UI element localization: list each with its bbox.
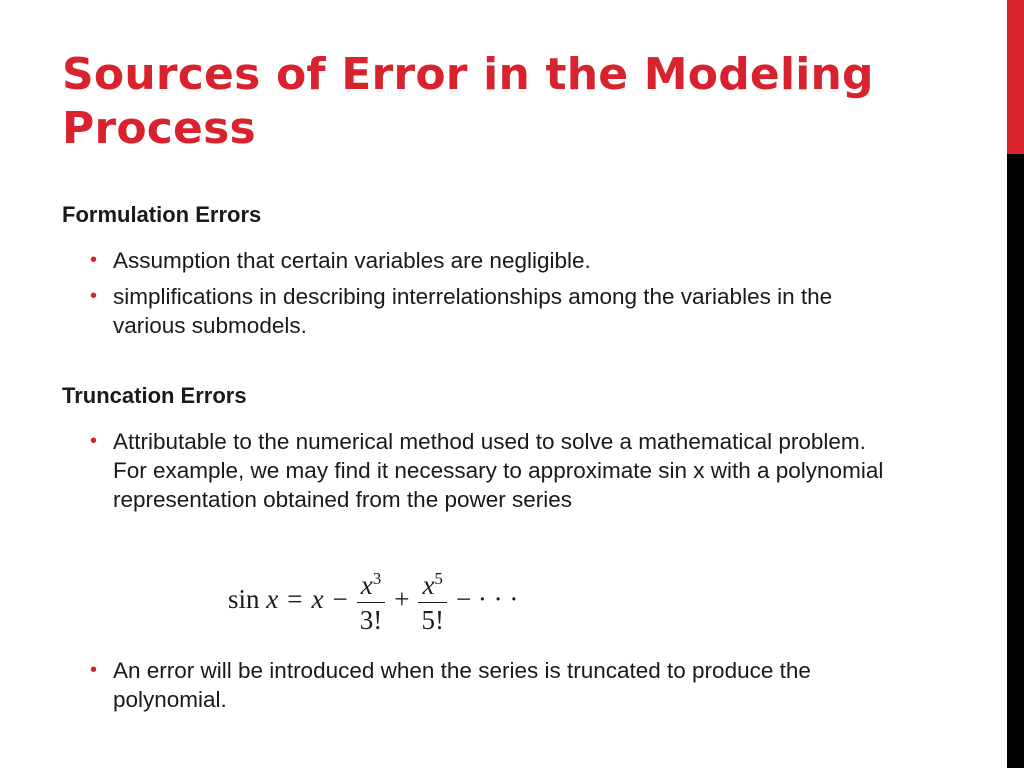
list-item-text: An error will be introduced when the series is truncated to produce the polynomial. — [113, 658, 811, 712]
bullet-dot-icon: • — [90, 659, 98, 681]
numerator-base: x — [360, 569, 373, 600]
equation-equals: = — [287, 583, 303, 614]
section-heading-formulation-errors: Formulation Errors — [62, 202, 262, 227]
list-item — [88, 282, 898, 340]
section-heading-truncation-errors: Truncation Errors — [62, 383, 247, 408]
numerator-exponent: 5 — [434, 568, 443, 588]
bullet-dot-icon: • — [90, 249, 98, 271]
fraction-numerator — [419, 564, 445, 602]
formulation-errors-list — [88, 246, 898, 340]
power-series-equation — [228, 563, 527, 635]
bullet-dot-icon: • — [90, 430, 98, 452]
equation-plus: + — [394, 583, 410, 614]
slide-title: Sources of Error in the Modeling Process — [62, 49, 874, 154]
list-item-text: Attributable to the numerical method used to solve a mathematical problem. For example, we may find it necessary to approximate sin x with a polynomial representation obtained from the power series — [113, 429, 884, 512]
numerator-base: x — [422, 569, 435, 600]
fraction-numerator — [358, 564, 384, 602]
list-item-text: Assumption that certain variables are negligible. — [113, 248, 591, 273]
list-item — [88, 656, 898, 714]
bullet-dot-icon: • — [90, 285, 98, 307]
equation-minus: − — [332, 583, 348, 614]
accent-bar-black — [1007, 154, 1024, 768]
list-item-text: simplifications in describing interrelationships among the variables in the various submodels. — [113, 284, 833, 338]
equation-ellipsis: − · · · — [455, 583, 519, 614]
fraction-x3-over-3-factorial — [357, 564, 386, 635]
equation-term-x: x — [311, 583, 324, 614]
list-item — [88, 246, 898, 275]
equation-lhs-variable: x — [266, 583, 279, 614]
fraction-denominator: 5! — [418, 602, 447, 635]
list-item — [88, 427, 898, 514]
equation-sin: sin — [228, 583, 260, 614]
fraction-denominator: 3! — [357, 602, 386, 635]
fraction-x5-over-5-factorial — [418, 564, 447, 635]
truncation-errors-list-continued — [88, 656, 898, 714]
truncation-errors-list — [88, 427, 898, 514]
numerator-exponent: 3 — [372, 568, 382, 588]
accent-bar-red — [1007, 0, 1024, 154]
